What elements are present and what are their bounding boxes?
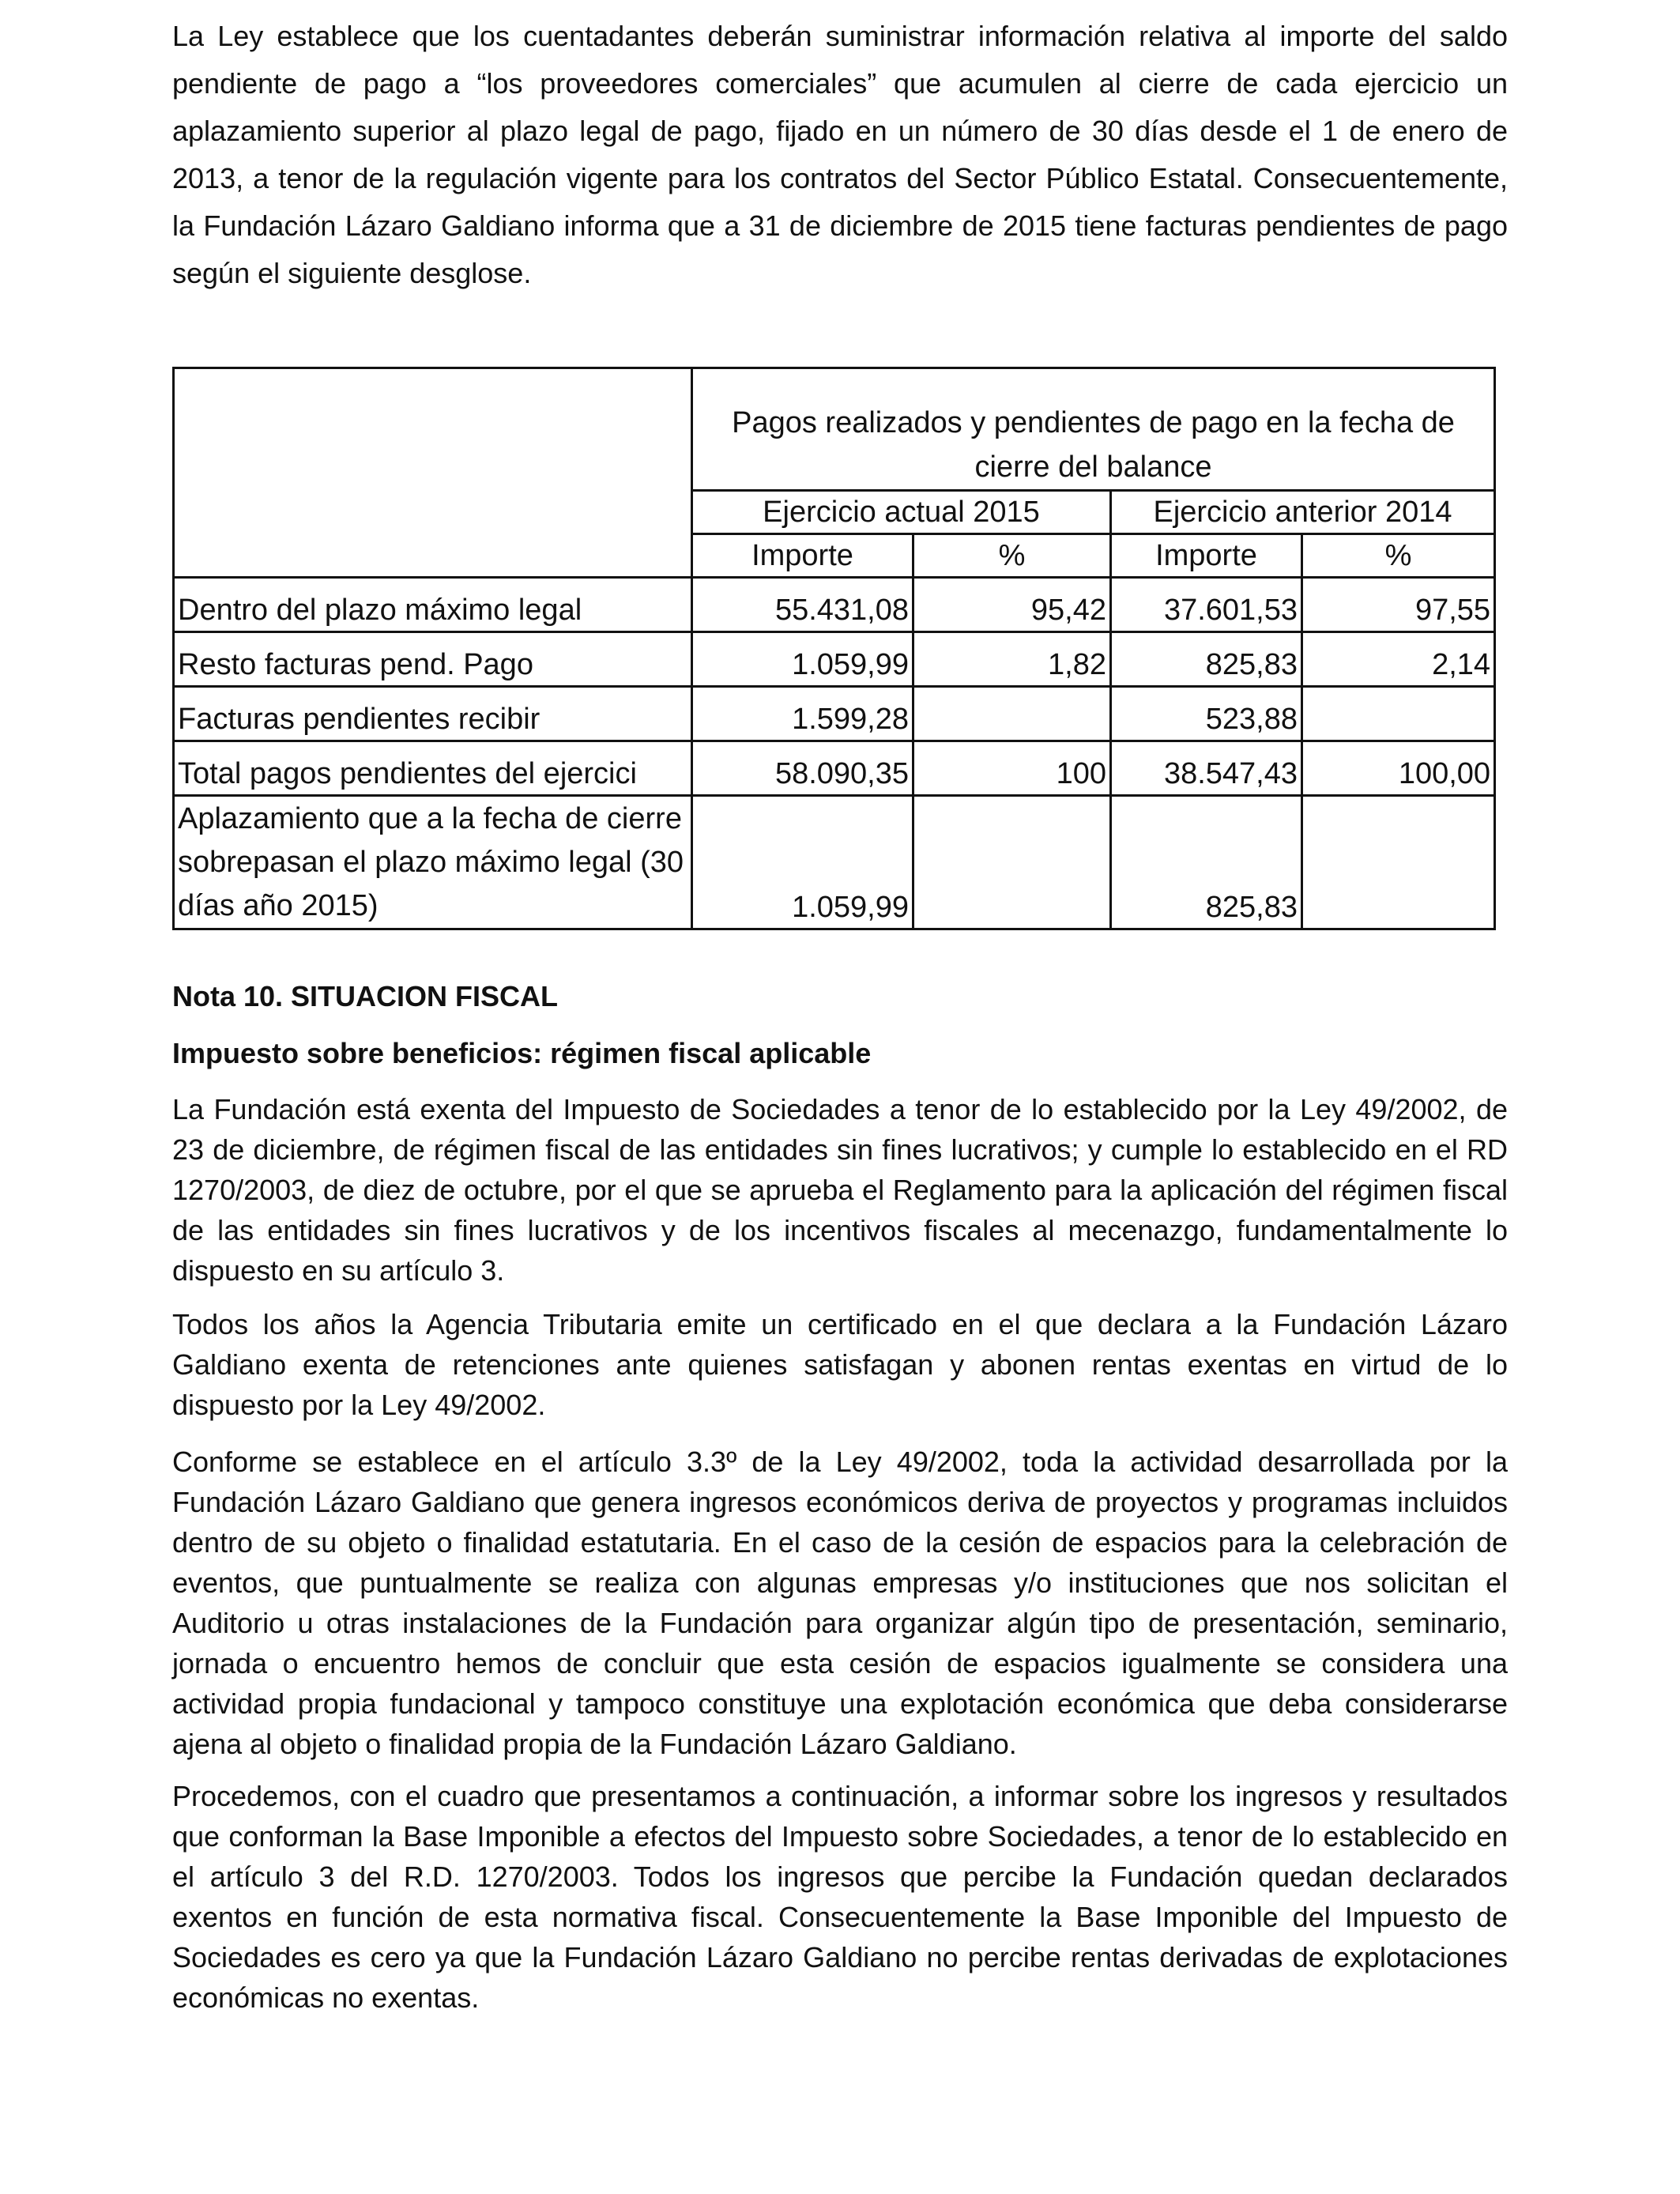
percent-2015-cell xyxy=(913,796,1111,929)
payments-table xyxy=(172,367,1496,930)
intro-paragraph: La Ley establece que los cuentadantes deberán suministrar información relativa al importe del saldo pendiente de pago a “los proveedores comerciales” que acumulen al cierre de cada ejercicio un aplazamiento superior al plazo legal de pago, fijado en un número de 30 días desde el 1 de enero de 2013, a tenor de la regulación vigente para los contratos del Sector Público Estatal. Consecuentemente, la Fundación Lázaro Galdiano informa que a 31 de diciembre de 2015 tiene facturas pendientes de pago según el siguiente desglose. xyxy=(172,20,1508,289)
percent-2015-cell: 100 xyxy=(913,741,1111,796)
table-corner-cell xyxy=(174,368,692,578)
amount-2014-cell: 37.601,53 xyxy=(1111,578,1302,632)
amount-2015-cell: 1.059,99 xyxy=(692,632,913,687)
amount-2015-cell: 58.090,35 xyxy=(692,741,913,796)
amount-2014-cell: 38.547,43 xyxy=(1111,741,1302,796)
paragraph-activity: Conforme se establece en el artículo 3.3º de la Ley 49/2002, toda la actividad desarrollada por la Fundación Lázaro Galdiano que genera ingresos económicos deriva de proyectos y programas incluidos dentro de su objeto o finalidad estatutaria. En el caso de la cesión de espacios para la celebración de eventos, que puntualmente se realiza con algunas empresas y/o instituciones que nos solicitan el Auditorio u otras instalaciones de la Fundación para organizar algún tipo de presentación, seminario, jornada o encuentro hemos de concluir que esta cesión de espacios igualmente se considera una actividad propia fundacional y tampoco constituye una explotación económica que deba considerarse ajena al objeto o finalidad propia de la Fundación Lázaro Galdiano. xyxy=(172,1446,1508,1760)
table-main-header: Pagos realizados y pendientes de pago en la fecha de cierre del balance xyxy=(692,368,1495,491)
table-row xyxy=(174,578,1495,632)
amount-2015-cell: 1.059,99 xyxy=(692,796,913,929)
percent-2014-cell xyxy=(1302,796,1495,929)
period-current-header: Ejercicio actual 2015 xyxy=(692,491,1111,534)
row-label: Resto facturas pend. Pago xyxy=(174,632,692,687)
note-heading: Nota 10. SITUACION FISCAL xyxy=(172,980,559,1012)
row-label: Facturas pendientes recibir xyxy=(174,687,692,741)
amount-2014-cell: 825,83 xyxy=(1111,796,1302,929)
percent-2015-cell: 1,82 xyxy=(913,632,1111,687)
amount-2015-cell: 1.599,28 xyxy=(692,687,913,741)
col-amount-2014-header: Importe xyxy=(1111,534,1302,578)
table-row xyxy=(174,741,1495,796)
amount-2014-cell: 825,83 xyxy=(1111,632,1302,687)
row-label: Total pagos pendientes del ejercici xyxy=(174,741,692,796)
row-label: Dentro del plazo máximo legal xyxy=(174,578,692,632)
percent-2014-cell: 100,00 xyxy=(1302,741,1495,796)
period-previous-header: Ejercicio anterior 2014 xyxy=(1111,491,1495,534)
col-amount-2015-header: Importe xyxy=(692,534,913,578)
percent-2014-cell: 2,14 xyxy=(1302,632,1495,687)
amount-2014-cell: 523,88 xyxy=(1111,687,1302,741)
paragraph-tax-base: Procedemos, con el cuadro que presentamos a continuación, a informar sobre los ingresos y resultados que conforman la Base Imponible a efectos del Impuesto sobre Sociedades, a tenor de lo establecido en el artículo 3 del R.D. 1270/2003. Todos los ingresos que percibe la Fundación quedan declarados exentos en función de esta normativa fiscal. Consecuentemente la Base Imponible del Impuesto de Sociedades es cero ya que la Fundación Lázaro Galdiano no percibe rentas derivadas de explotaciones económicas no exentas. xyxy=(172,1780,1508,2014)
percent-2014-cell: 97,55 xyxy=(1302,578,1495,632)
table-row xyxy=(174,632,1495,687)
paragraph-tax-agency: Todos los años la Agencia Tributaria emite un certificado en el que declara a la Fundación Lázaro Galdiano exenta de retenciones ante quienes satisfagan y abonen rentas exentas en virtud de lo dispuesto por la Ley 49/2002. xyxy=(172,1308,1508,1421)
col-percent-2015-header: % xyxy=(913,534,1111,578)
percent-2015-cell: 95,42 xyxy=(913,578,1111,632)
table-row xyxy=(174,796,1495,929)
table-row xyxy=(174,687,1495,741)
paragraph-exemption: La Fundación está exenta del Impuesto de Sociedades a tenor de lo establecido por la Ley 49/2002, de 23 de diciembre, de régimen fiscal de las entidades sin fines lucrativos; y cumple lo establecido en el RD 1270/2003, de diez de octubre, por el que se aprueba el Reglamento para la aplicación del régimen fiscal de las entidades sin fines lucrativos y de los incentivos fiscales al mecenazgo, fundamentalmente lo dispuesto en su artículo 3. xyxy=(172,1093,1508,1287)
row-label: Aplazamiento que a la fecha de cierre sobrepasan el plazo máximo legal (30 días año 2015) xyxy=(174,796,692,929)
table-header-row xyxy=(174,368,1495,491)
percent-2014-cell xyxy=(1302,687,1495,741)
amount-2015-cell: 55.431,08 xyxy=(692,578,913,632)
col-percent-2014-header: % xyxy=(1302,534,1495,578)
percent-2015-cell xyxy=(913,687,1111,741)
note-subheading: Impuesto sobre beneficios: régimen fiscal aplicable xyxy=(172,1037,872,1069)
